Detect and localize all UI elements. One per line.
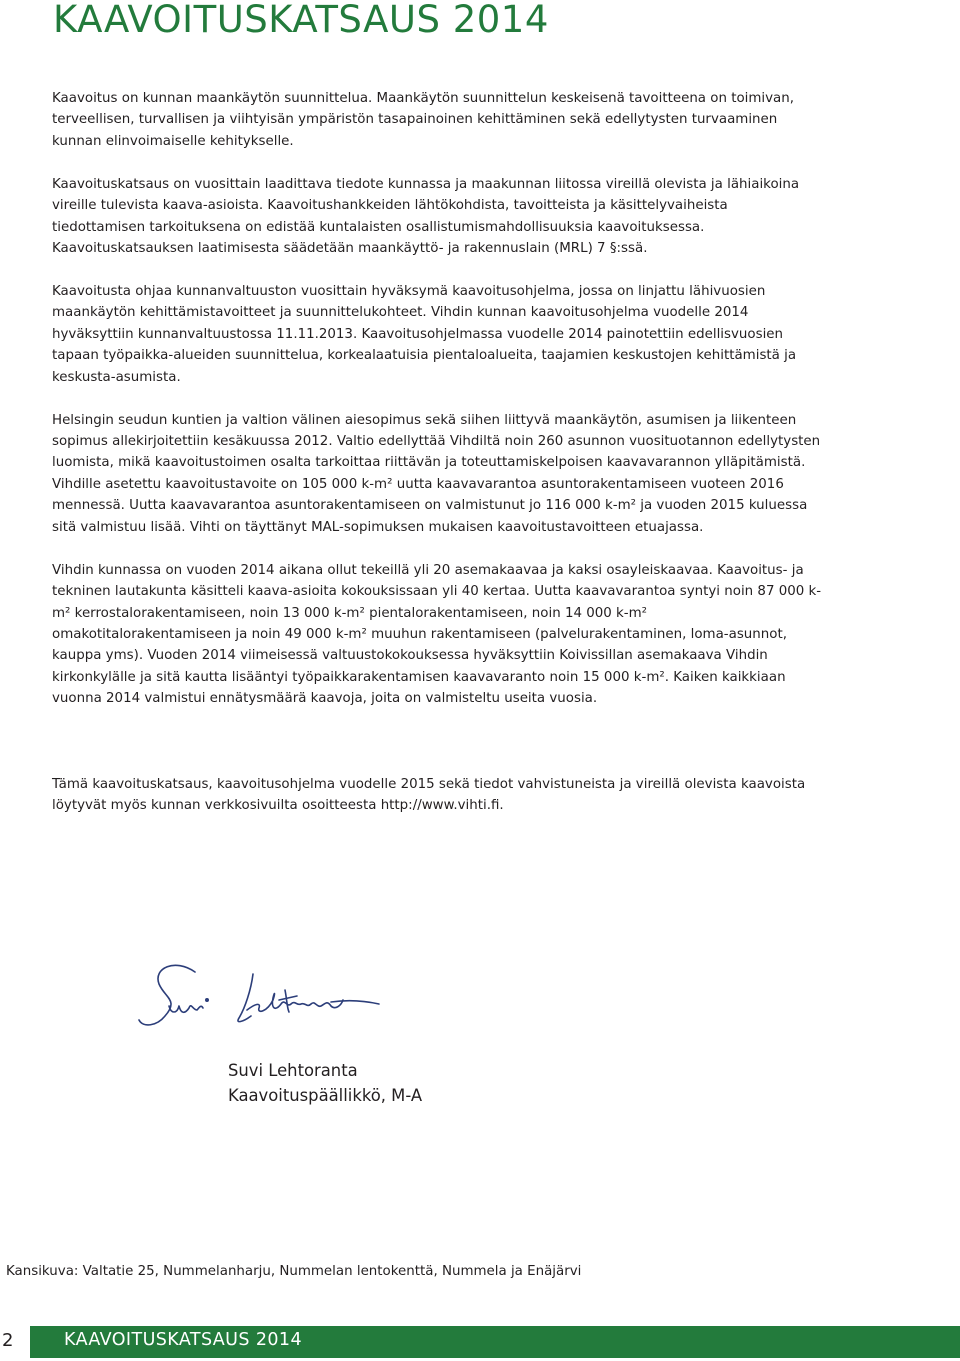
handwritten-signature xyxy=(135,950,395,1040)
paragraph-verkkosivut: Tämä kaavoituskatsaus, kaavoitusohjelma vuodelle 2015 sekä tiedot vahvistuneista ja vireillä olevista kaavoista löytyvät myös kunnan verkkosivuilta osoitteesta http://www.vihti.fi. xyxy=(52,776,806,813)
paragraph-ohjelma: Kaavoitusta ohjaa kunnanvaltuuston vuosittain hyväksymä kaavoitusohjelma, jossa on linjattu lähivuosien maankäytön kehittämistavoitteet ja suunnittelukohteet. Vihdin kunnan kaavoitusohjelma vuodelle 2014 hyväksyttiin kunnanvaltuustossa 11.11.2013. Kaavoitusohjelmassa vuodelle 2014 painotettiin edellisvuosien tapaan työpaikka-alueiden suunnittelua, korkealaatuisia pientaloalueita, taajamien keskustojen kehittämistä ja keskusta-asumista. xyxy=(52,284,797,385)
body-text xyxy=(52,88,822,838)
paragraph-mal: Helsingin seudun kuntien ja valtion välinen aiesopimus sekä siihen liittyvä maankäytön, asumisen ja liikenteen sopimus allekirjoitettiin kesäkuussa 2012. Valtio edellyttää Vihdiltä noin 260 asunnon vuosituotannon edellytysten luomista, mikä kaavoitustoimen osalta tarkoittaa riittävän ja toteuttamiskelpoisen kaavavarannon ylläpitämistä. Vihdille asetettu kaavoitustavoite on 105 000 k-m² uutta kaavavarantoa asuntorakentamiseen vuoteen 2016 mennessä. Uutta kaavavarantoa asuntorakentamiseen on valmistunut jo 116 000 k-m² ja vuoden 2015 kuluessa sitä valmistuu lisää. Vihti on täyttänyt MAL-sopimuksen mukaisen kaavoitustavoitteen etuajassa. xyxy=(52,412,821,535)
signer-role: Kaavoituspäällikkö, M-A xyxy=(228,1086,423,1105)
signer-name: Suvi Lehtoranta xyxy=(228,1061,358,1080)
paragraph-intro: Kaavoitus on kunnan maankäytön suunnittelua. Maankäytön suunnittelun keskeisenä tavoitteena on toimivan, terveellisen, turvallisen ja viihtyisän ympäristön tasapainoinen kehittäminen sekä edellytysten turvaaminen kunnan elinvoimaiselle kehitykselle. xyxy=(52,91,795,149)
page-footer xyxy=(0,1326,960,1358)
cover-image-caption: Kansikuva: Valtatie 25, Nummelanharju, Nummelan lentokenttä, Nummela ja Enäjärvi xyxy=(6,1264,582,1279)
page-title: KAAVOITUSKATSAUS 2014 xyxy=(53,0,549,41)
paragraph-katsaus: Kaavoituskatsaus on vuosittain laadittava tiedote kunnassa ja maakunnan liitossa vireillä olevista ja lähiaikoina vireille tulevista kaava-asioista. Kaavoitushankkeiden lähtökohdista, tavoitteista ja käsittelyvaiheista tiedottamisen tarkoituksena on edistää kuntalaisten osallistumismahdollisuuksia kaavoituksessa. Kaavoituskatsauksen laatimisesta säädetään maankäyttö- ja rakennuslain (MRL) 7 §:ssä. xyxy=(52,176,800,257)
signer-block xyxy=(228,1058,422,1108)
page-number: 2 xyxy=(2,1330,14,1351)
paragraph-vuosi-2014: Vihdin kunnassa on vuoden 2014 aikana ollut tekeillä yli 20 asemakaavaa ja kaksi osayleiskaavaa. Kaavoitus- ja tekninen lautakunta käsitteli kaava-asioita kokouksissaan yli 40 kertaa. Uutta kaavavarantoa syntyi noin 87 000 k-m² kerrostalorakentamiseen, noin 13 000 k-m² pientalorakentamiseen, noin 14 000 k-m² omakotitalorakentamiseen ja noin 49 000 k-m² muuhun rakentamiseen (palvelurakentaminen, loma-asunnot, kauppa yms). Vuoden 2014 viimeisessä valtuustokokouksessa hyväksyttiin Koivissillan asemakaava Vihdin kirkonkylälle ja sitä kautta lisääntyi työpaikkarakentamisen kaavavaranto noin 15 000 k-m². Kaiken kaikkiaan vuonna 2014 valmistui ennätysmäärä kaavoja, joita on valmisteltu useita vuosia. xyxy=(52,562,822,707)
footer-title: KAAVOITUSKATSAUS 2014 xyxy=(64,1330,302,1350)
footer-bar xyxy=(30,1326,960,1358)
